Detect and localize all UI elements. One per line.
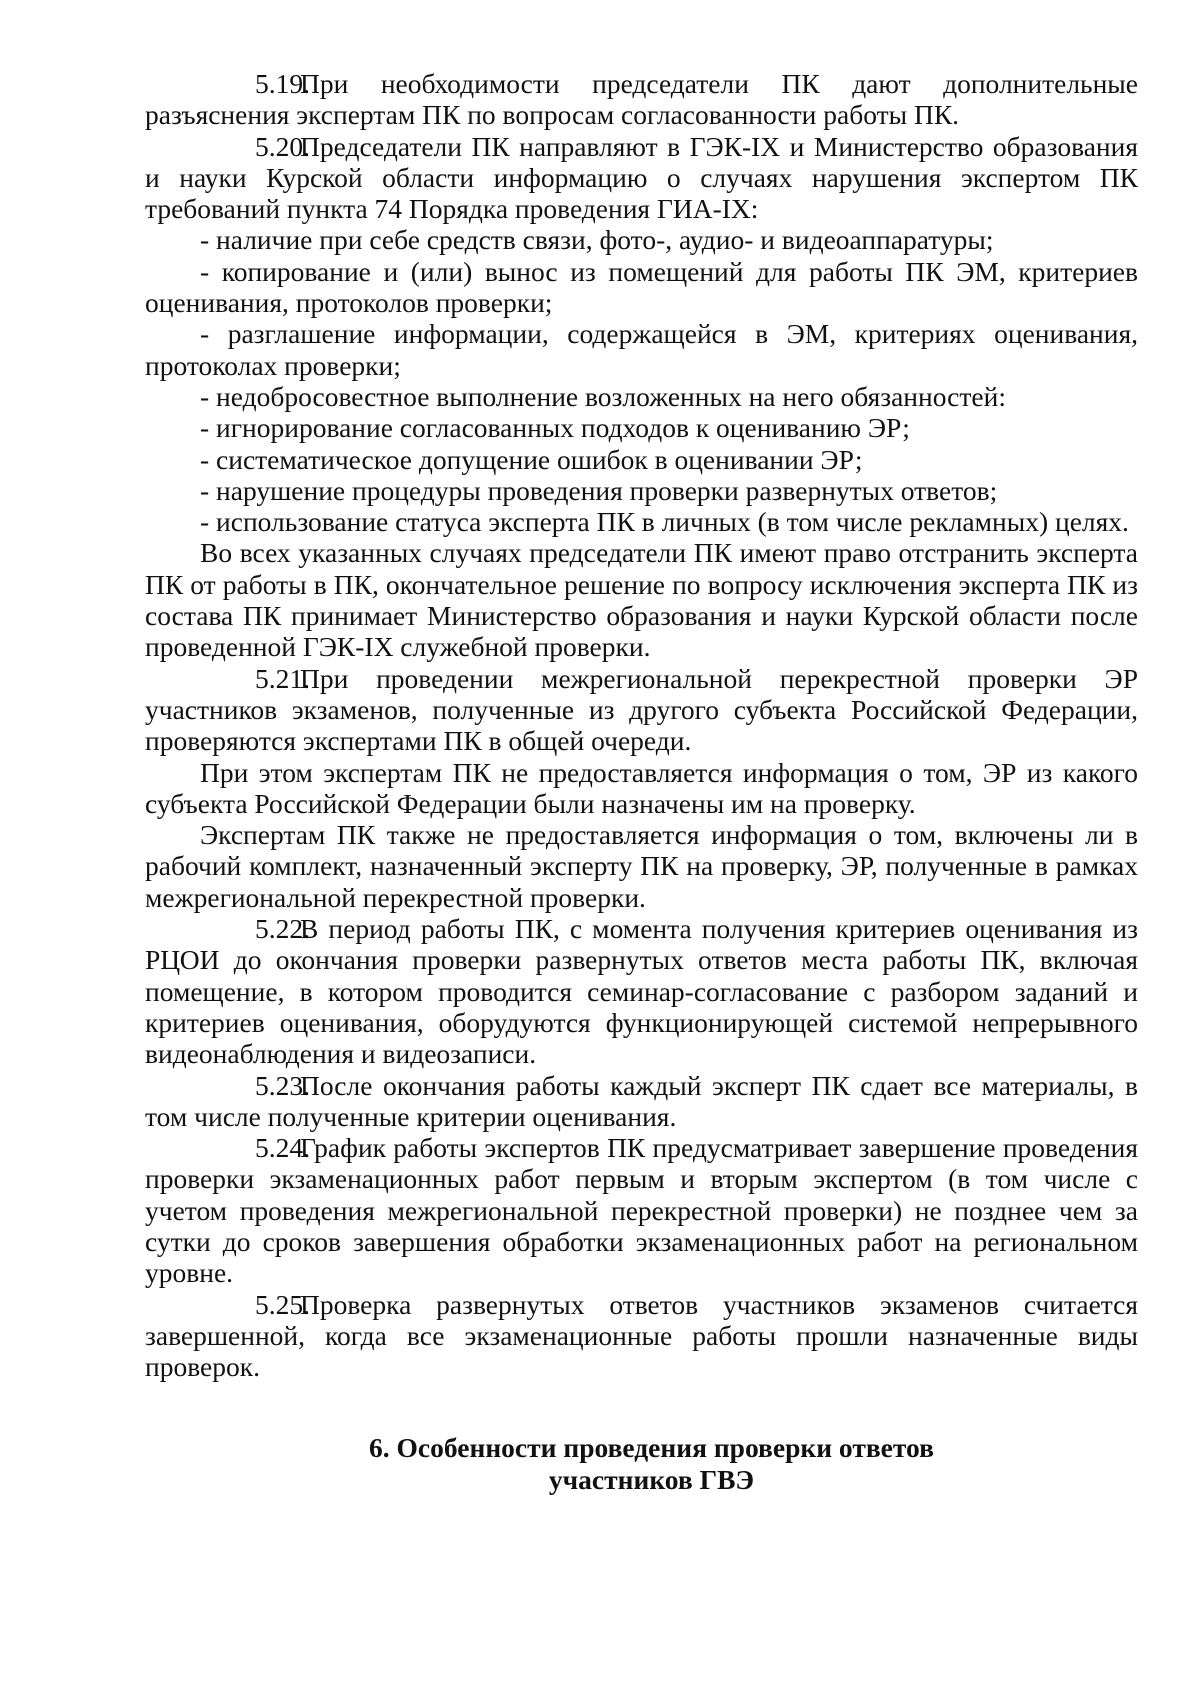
list-item: - использование статуса эксперта ПК в личных (в том числе рекламных) целях. — [200, 506, 1129, 538]
list-item: - наличие при себе средств связи, фото-, аудио- и видеоаппаратуры; — [200, 224, 994, 256]
section-number: 5.23. — [255, 1069, 310, 1101]
section-6-heading — [145, 1432, 1138, 1496]
paragraph-5-19 — [145, 68, 1138, 131]
section-text: При необходимости председатели ПК дают дополнительные разъяснения экспертам ПК по вопросам согласованности работы ПК. — [145, 68, 1138, 131]
paragraph-5-25 — [145, 1289, 1138, 1383]
paragraph-5-22 — [145, 913, 1138, 1069]
paragraph-5-24 — [145, 1132, 1138, 1288]
section-number: 5.24. — [255, 1132, 310, 1164]
heading-line-2: участников ГВЭ — [548, 1464, 755, 1496]
paragraph-5-21 — [145, 663, 1138, 757]
list-item: - нарушение процедуры проведения проверки развернутых ответов; — [200, 474, 998, 506]
section-number: 5.22. — [255, 913, 310, 945]
section-text: Председатели ПК направляют в ГЭК-IX и Министерство образования и науки Курской области информацию о случаях нарушения экспертом ПК требований пункта 74 Порядка проведения ГИА-IX: — [145, 130, 1138, 225]
paragraph-5-21-p3: Экспертам ПК также не предоставляется информация о том, включены ли в рабочий комплект, назначенный эксперту ПК на проверку, ЭР, полученные в рамках межрегиональной перекрестной проверки. — [145, 819, 1138, 913]
paragraph-5-21-p2: При этом экспертам ПК не предоставляется информация о том, ЭР из какого субъекта Российской Федерации были назначены им на проверку. — [145, 756, 1138, 819]
heading-line-1: 6. Особенности проведения проверки ответов — [369, 1432, 934, 1464]
paragraph-5-20-after: Во всех указанных случаях председатели ПК имеют право отстранить эксперта ПК от работы в ПК, окончательное решение по вопросу исключения эксперта ПК из состава ПК принимает Министерство образования и науки Курской области после проведенной ГЭК-IX служебной проверки. — [145, 537, 1138, 663]
list-item: - копирование и (или) вынос из помещений для работы ПК ЭМ, критериев оценивания, протоколов проверки; — [145, 255, 1138, 319]
section-text: Проверка развернутых ответов участников экзаменов считается завершенной, когда все экзаменационные работы прошли назначенные виды проверок. — [145, 1288, 1138, 1383]
section-text: После окончания работы каждый эксперт ПК сдает все материалы, в том числе полученные критерии оценивания. — [145, 1069, 1138, 1132]
section-number: 5.25. — [255, 1288, 310, 1320]
section-number: 5.20. — [255, 130, 310, 162]
paragraph-5-23 — [145, 1070, 1138, 1133]
section-number: 5.21. — [255, 662, 310, 694]
list-item: - недобросовестное выполнение возложенных на него обязанностей: — [200, 380, 1006, 412]
list-item: - разглашение информации, содержащейся в ЭМ, критериях оценивания, протоколах проверки; — [145, 318, 1138, 381]
list-item: - игнорирование согласованных подходов к оцениванию ЭР; — [200, 412, 910, 444]
section-text: В период работы ПК, с момента получения критериев оценивания из РЦОИ до окончания проверки развернутых ответов места работы ПК, включая помещение, в котором проводится семинар-согласование с разбором заданий и критериев оценивания, оборудуются функционирующей системой непрерывного видеонаблюдения и видеозаписи. — [145, 913, 1138, 1070]
paragraph-5-20 — [145, 131, 1138, 225]
section-text: График работы экспертов ПК предусматривает завершение проведения проверки экзаменационных работ первым и вторым экспертом (в том числе с учетом проведения межрегиональной перекрестной проверки) не позднее чем за сутки до сроков завершения обработки экзаменационных работ на региональном уровне. — [145, 1132, 1138, 1289]
section-text: При проведении межрегиональной перекрестной проверки ЭР участников экзаменов, полученные из другого субъекта Российской Федерации, проверяются экспертами ПК в общей очереди. — [145, 662, 1138, 757]
list-item: - систематическое допущение ошибок в оценивании ЭР; — [200, 443, 863, 475]
section-number: 5.19. — [255, 68, 310, 99]
